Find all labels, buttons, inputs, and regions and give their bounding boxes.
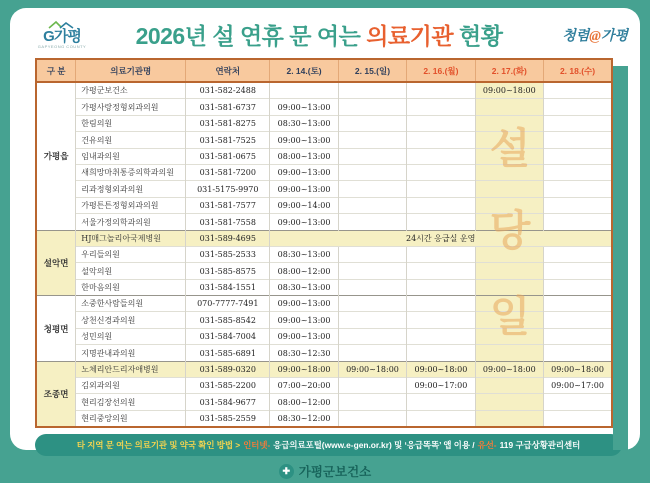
- time-cell: [407, 263, 475, 279]
- table-row: [36, 115, 612, 131]
- watermark-char-2: 당: [489, 207, 531, 254]
- time-cell: 09:00~13:00: [270, 132, 338, 148]
- table-row: [36, 328, 612, 344]
- table-row: [36, 394, 612, 410]
- time-cell: [407, 181, 475, 197]
- institution-name-cell: 지명관내과의원: [76, 345, 186, 361]
- time-cell: [544, 148, 612, 164]
- time-cell: [544, 181, 612, 197]
- time-cell: 09:00~18:00: [338, 361, 406, 377]
- phone-cell: 031-585-2559: [186, 410, 270, 427]
- time-cell: [544, 197, 612, 213]
- phone-cell: 031-581-8275: [186, 115, 270, 131]
- time-cell: [407, 296, 475, 312]
- district-cell: 설악면: [36, 230, 76, 296]
- time-cell: 09:00~18:00: [270, 361, 338, 377]
- institution-name-cell: 리과정형외과의원: [76, 181, 186, 197]
- notice-internet-text: 응급의료포털(www.e-gen.or.kr) 및 ‘응급똑똑’ 앱 이용 /: [273, 440, 475, 451]
- time-cell: [475, 328, 543, 344]
- table-row: [36, 214, 612, 230]
- table-row: [36, 312, 612, 328]
- time-cell: [544, 115, 612, 131]
- phone-cell: 031-5175-9970: [186, 181, 270, 197]
- table-row: [36, 410, 612, 427]
- phone-cell: 031-585-6891: [186, 345, 270, 361]
- time-cell: 09:00~13:00: [270, 296, 338, 312]
- time-cell: 08:00~12:00: [270, 394, 338, 410]
- time-cell: [475, 296, 543, 312]
- phone-cell: 031-581-7577: [186, 197, 270, 213]
- time-cell: 09:00~13:00: [270, 181, 338, 197]
- institution-name-cell: 소중한사람들의원: [76, 296, 186, 312]
- medical-schedule-table: [35, 58, 613, 428]
- time-cell: 09:00~18:00: [544, 361, 612, 377]
- table-header-row: [36, 59, 612, 82]
- phone-cell: 031-589-4695: [186, 230, 270, 246]
- phone-cell: 031-585-8542: [186, 312, 270, 328]
- table-row: [36, 230, 612, 246]
- time-cell: [338, 115, 406, 131]
- notice-bar: [35, 434, 622, 456]
- institution-name-cell: 설악의원: [76, 263, 186, 279]
- time-cell: [407, 410, 475, 427]
- time-cell: [544, 312, 612, 328]
- time-cell: [338, 197, 406, 213]
- time-cell: [544, 410, 612, 427]
- table-row: [36, 263, 612, 279]
- time-cell: [475, 99, 543, 115]
- time-cell: [338, 410, 406, 427]
- side-shadow-band: [613, 66, 628, 450]
- time-cell: [475, 394, 543, 410]
- time-cell: [475, 246, 543, 262]
- time-cell: 09:00~13:00: [270, 312, 338, 328]
- time-cell: [407, 312, 475, 328]
- institution-name-cell: 김외과의원: [76, 378, 186, 394]
- institution-name-cell: 우리들의원: [76, 246, 186, 262]
- time-cell: [407, 164, 475, 180]
- time-cell: [407, 82, 475, 99]
- poster-card: [10, 8, 640, 480]
- stamp-at-icon: @: [589, 28, 601, 44]
- institution-name-cell: HJ매그놀리아국제병원: [76, 230, 186, 246]
- time-cell: [544, 263, 612, 279]
- district-cell: 청평면: [36, 296, 76, 362]
- table-row: [36, 197, 612, 213]
- table-row: [36, 378, 612, 394]
- phone-cell: 031-585-2533: [186, 246, 270, 262]
- footer: [10, 459, 640, 483]
- table-row: [36, 181, 612, 197]
- time-cell: [407, 132, 475, 148]
- phone-cell: 031-584-1551: [186, 279, 270, 295]
- notice-phone-text: 119 구급상황관리센터: [499, 440, 581, 451]
- time-cell: [475, 410, 543, 427]
- table-row: [36, 164, 612, 180]
- time-cell: 08:00~12:00: [270, 263, 338, 279]
- time-cell: 09:00~13:00: [270, 99, 338, 115]
- column-header-0: 구 분: [36, 59, 76, 82]
- time-cell: [475, 312, 543, 328]
- institution-name-cell: 한마음의원: [76, 279, 186, 295]
- gapyeong-county-logo: [22, 20, 102, 49]
- time-cell: [544, 99, 612, 115]
- time-cell: [544, 394, 612, 410]
- institution-name-cell: 성민의원: [76, 328, 186, 344]
- phone-cell: 031-589-0320: [186, 361, 270, 377]
- time-cell: 08:30~13:00: [270, 279, 338, 295]
- institution-name-cell: 가평군보건소: [76, 82, 186, 99]
- time-cell: [407, 197, 475, 213]
- time-cell: [338, 263, 406, 279]
- time-cell: [475, 115, 543, 131]
- table-row: [36, 82, 612, 99]
- time-cell: [338, 164, 406, 180]
- column-header-2: 연락처: [186, 59, 270, 82]
- time-cell: [338, 394, 406, 410]
- time-cell: [407, 115, 475, 131]
- time-cell: [544, 279, 612, 295]
- time-cell: [475, 197, 543, 213]
- time-cell: [338, 296, 406, 312]
- notice-phone-label: 유선-: [477, 440, 497, 451]
- time-cell: [475, 181, 543, 197]
- time-cell: 09:00~13:00: [270, 164, 338, 180]
- table-row: [36, 132, 612, 148]
- notice-lead: 타 지역 문 여는 의료기관 및 약국 확인 방법 >: [76, 440, 241, 451]
- time-cell: [338, 148, 406, 164]
- time-cell: 08:30~12:30: [270, 345, 338, 361]
- phone-cell: 031-581-7525: [186, 132, 270, 148]
- time-cell: 09:00~13:00: [270, 214, 338, 230]
- time-cell: [338, 214, 406, 230]
- time-cell: 09:00~18:00: [475, 82, 543, 99]
- district-cell: 조종면: [36, 361, 76, 427]
- time-cell: [338, 82, 406, 99]
- time-cell: 08:30~13:00: [270, 246, 338, 262]
- column-header-1: 의료기관명: [76, 59, 186, 82]
- time-cell: [544, 214, 612, 230]
- stamp-post: 가평: [600, 28, 628, 44]
- stamp-pre: 청렴: [562, 28, 590, 44]
- column-header-3: 2. 14.(토): [270, 59, 338, 82]
- institution-name-cell: 건유의원: [76, 132, 186, 148]
- institution-name-cell: 임내과의원: [76, 148, 186, 164]
- integrity-stamp: [536, 25, 628, 45]
- time-cell: [544, 345, 612, 361]
- page-title: [102, 18, 536, 51]
- time-cell: [475, 164, 543, 180]
- table-row: [36, 361, 612, 377]
- time-cell: [338, 132, 406, 148]
- time-cell: [338, 99, 406, 115]
- time-cell: [407, 328, 475, 344]
- institution-name-cell: 상천신경과의원: [76, 312, 186, 328]
- time-cell: [407, 246, 475, 262]
- phone-cell: 031-584-7004: [186, 328, 270, 344]
- institution-name-cell: 한림의원: [76, 115, 186, 131]
- title-part-1: 2026년 설 연휴 문 여는: [135, 23, 367, 49]
- institution-name-cell: 서울가정의학과의원: [76, 214, 186, 230]
- institution-name-cell: 현리중앙의원: [76, 410, 186, 427]
- phone-cell: 070-7777-7491: [186, 296, 270, 312]
- column-header-6: 2. 17.(화): [475, 59, 543, 82]
- time-cell: [544, 296, 612, 312]
- table-row: [36, 99, 612, 115]
- phone-cell: 031-581-7558: [186, 214, 270, 230]
- time-cell: 09:00~13:00: [270, 328, 338, 344]
- phone-cell: 031-581-0675: [186, 148, 270, 164]
- notice-internet-label: 인터넷-: [243, 440, 271, 451]
- time-cell: [475, 378, 543, 394]
- phone-cell: 031-581-6737: [186, 99, 270, 115]
- time-cell: [338, 378, 406, 394]
- table-row: [36, 279, 612, 295]
- watermark-char-3: 일: [489, 293, 531, 340]
- header: [10, 8, 640, 54]
- time-cell: [475, 214, 543, 230]
- phone-cell: 031-585-8575: [186, 263, 270, 279]
- institution-name-cell: 가평튼튼정형외과의원: [76, 197, 186, 213]
- time-cell: [475, 345, 543, 361]
- column-header-7: 2. 18.(수): [544, 59, 612, 82]
- phone-cell: 031-584-9677: [186, 394, 270, 410]
- time-cell: [475, 132, 543, 148]
- institution-name-cell: 새희망마취통증의학과의원: [76, 164, 186, 180]
- time-cell: [544, 132, 612, 148]
- time-cell: 09:00~14:00: [270, 197, 338, 213]
- emergency-note-cell: 24시간 응급실 운영: [270, 230, 612, 246]
- time-cell: 09:00~18:00: [407, 361, 475, 377]
- time-cell: [475, 279, 543, 295]
- phone-cell: 031-582-2488: [186, 82, 270, 99]
- time-cell: 09:00~18:00: [475, 361, 543, 377]
- time-cell: [338, 345, 406, 361]
- health-center-cross-icon: ✚: [279, 464, 294, 479]
- phone-cell: 031-585-2200: [186, 378, 270, 394]
- time-cell: 08:30~12:00: [270, 410, 338, 427]
- column-header-5: 2. 16.(월): [407, 59, 475, 82]
- time-cell: [544, 328, 612, 344]
- logo-subtext: GAPYEONG COUNTY: [37, 44, 87, 49]
- institution-name-cell: 현리김장선의원: [76, 394, 186, 410]
- org-name: 가평군보건소: [298, 465, 372, 480]
- district-cell: 가평읍: [36, 82, 76, 230]
- time-cell: [475, 148, 543, 164]
- time-cell: 09:00~17:00: [544, 378, 612, 394]
- time-cell: 08:30~13:00: [270, 115, 338, 131]
- time-cell: [270, 82, 338, 99]
- table-row: [36, 246, 612, 262]
- time-cell: [475, 263, 543, 279]
- time-cell: [338, 181, 406, 197]
- institution-name-cell: 가평사랑정형외과의원: [76, 99, 186, 115]
- time-cell: [407, 345, 475, 361]
- time-cell: [338, 328, 406, 344]
- time-cell: [338, 246, 406, 262]
- time-cell: [407, 99, 475, 115]
- time-cell: 08:00~13:00: [270, 148, 338, 164]
- time-cell: [407, 279, 475, 295]
- table-row: [36, 345, 612, 361]
- time-cell: [407, 394, 475, 410]
- time-cell: [544, 82, 612, 99]
- time-cell: 07:00~20:00: [270, 378, 338, 394]
- time-cell: [407, 148, 475, 164]
- institution-name-cell: 노체리안드리자애병원: [76, 361, 186, 377]
- table-row: [36, 148, 612, 164]
- time-cell: [338, 312, 406, 328]
- logo-text: G가평: [43, 28, 81, 45]
- time-cell: 09:00~17:00: [407, 378, 475, 394]
- watermark-char-1: 설: [489, 125, 531, 172]
- table-row: [36, 296, 612, 312]
- phone-cell: 031-581-7200: [186, 164, 270, 180]
- time-cell: [544, 164, 612, 180]
- time-cell: [338, 279, 406, 295]
- title-part-2: 의료기관: [366, 23, 454, 49]
- schedule-table-zone: [35, 58, 613, 428]
- time-cell: [407, 214, 475, 230]
- title-part-3: 현황: [453, 23, 503, 49]
- column-header-4: 2. 15.(일): [338, 59, 406, 82]
- time-cell: [544, 246, 612, 262]
